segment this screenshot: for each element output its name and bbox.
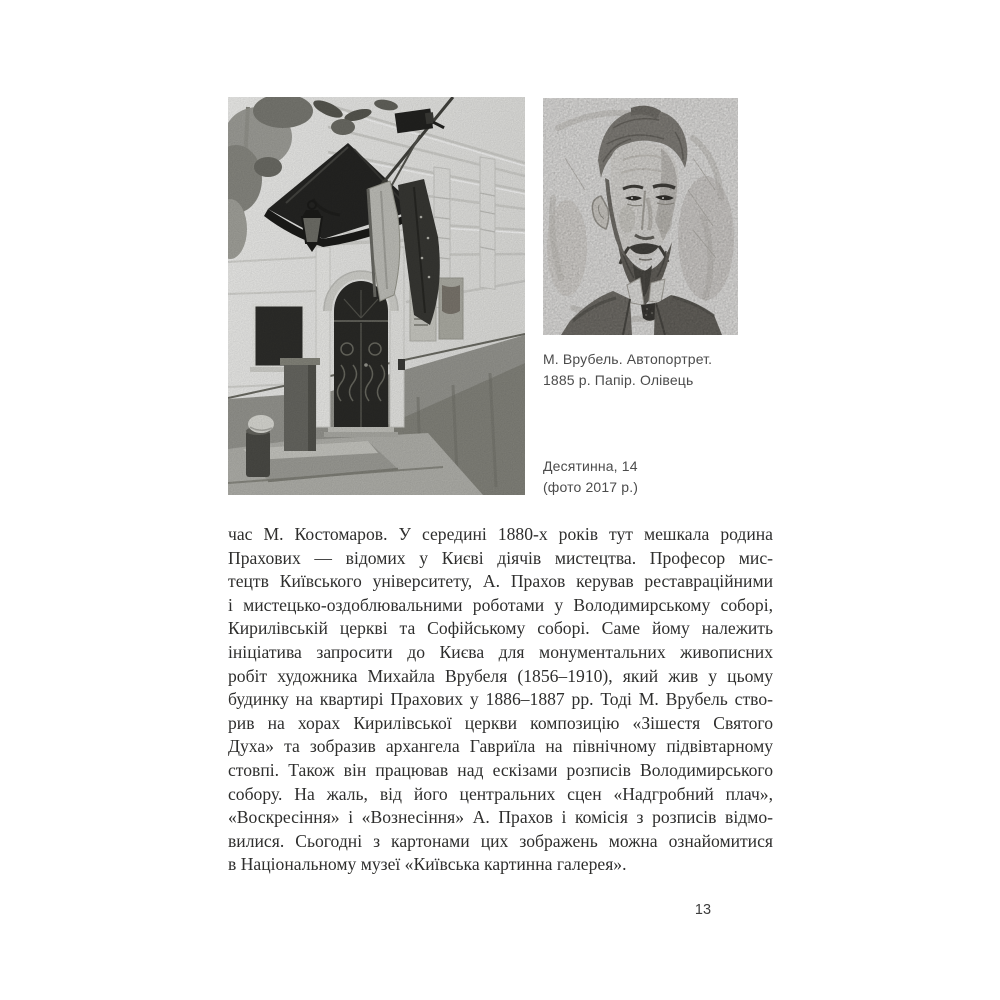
portrait-caption-line: 1885 р. Папір. Олівець [543,371,694,388]
body-line: стовпі. Також він працював над ескізами розписів Володимирського [228,759,773,780]
body-line: «Воскресіння» і «Вознесіння» А. Прахов і комісія з розписів відмо- [228,807,773,828]
body-line: і мистецько-оздоблювальними роботами у Володимирському соборі, [228,594,773,615]
portrait-figure [543,98,738,335]
body-line: будинку на квартирі Прахових у 1886–1887 рр. Тоді М. Врубель ство- [228,689,773,710]
body-line: робіт художника Михайла Врубеля (1856–1910), який жив у цьому [228,665,773,686]
body-line: вилися. Сьогодні з картонами цих зображень можна ознайомитися [228,830,773,851]
portrait-sketch-image [543,98,738,335]
building-photo-figure [228,97,525,495]
body-line: рив на хорах Кирилівської церкви композицію «Зішестя Святого [228,712,773,733]
body-line: в Національному музеї «Київська картинна галерея». [228,854,627,875]
building-photo-caption-line: Десятинна, 14 [543,458,638,474]
portrait-caption-line: М. Врубель. Автопортрет. [543,351,713,367]
portrait-caption [543,349,763,390]
body-line: тецтв Київського університету, А. Прахов керував реставраційними [228,571,773,592]
body-line: Прахових — відомих у Києві діячів мистецтва. Професор мис- [228,547,773,568]
body-line: Кирилівській церкві та Софійському соборі. Саме йому належить [228,618,773,639]
building-photo-caption [543,456,763,497]
building-photo-caption-line: (фото 2017 р.) [543,478,639,495]
body-line: ініціатива запросити до Києва для монументальних живописних [228,641,773,662]
body-line: Духа» та зобразив архангела Гавриїла на північному підвівтарному [228,736,773,757]
page-number: 13 [694,902,712,918]
body-line: собору. На жаль, від його центральних сцен «Надгробний плач», [228,783,773,804]
building-photo-image [228,97,525,495]
body-line: час М. Костомаров. У середині 1880-х років тут мешкала родина [228,524,773,544]
body-text [228,523,773,877]
